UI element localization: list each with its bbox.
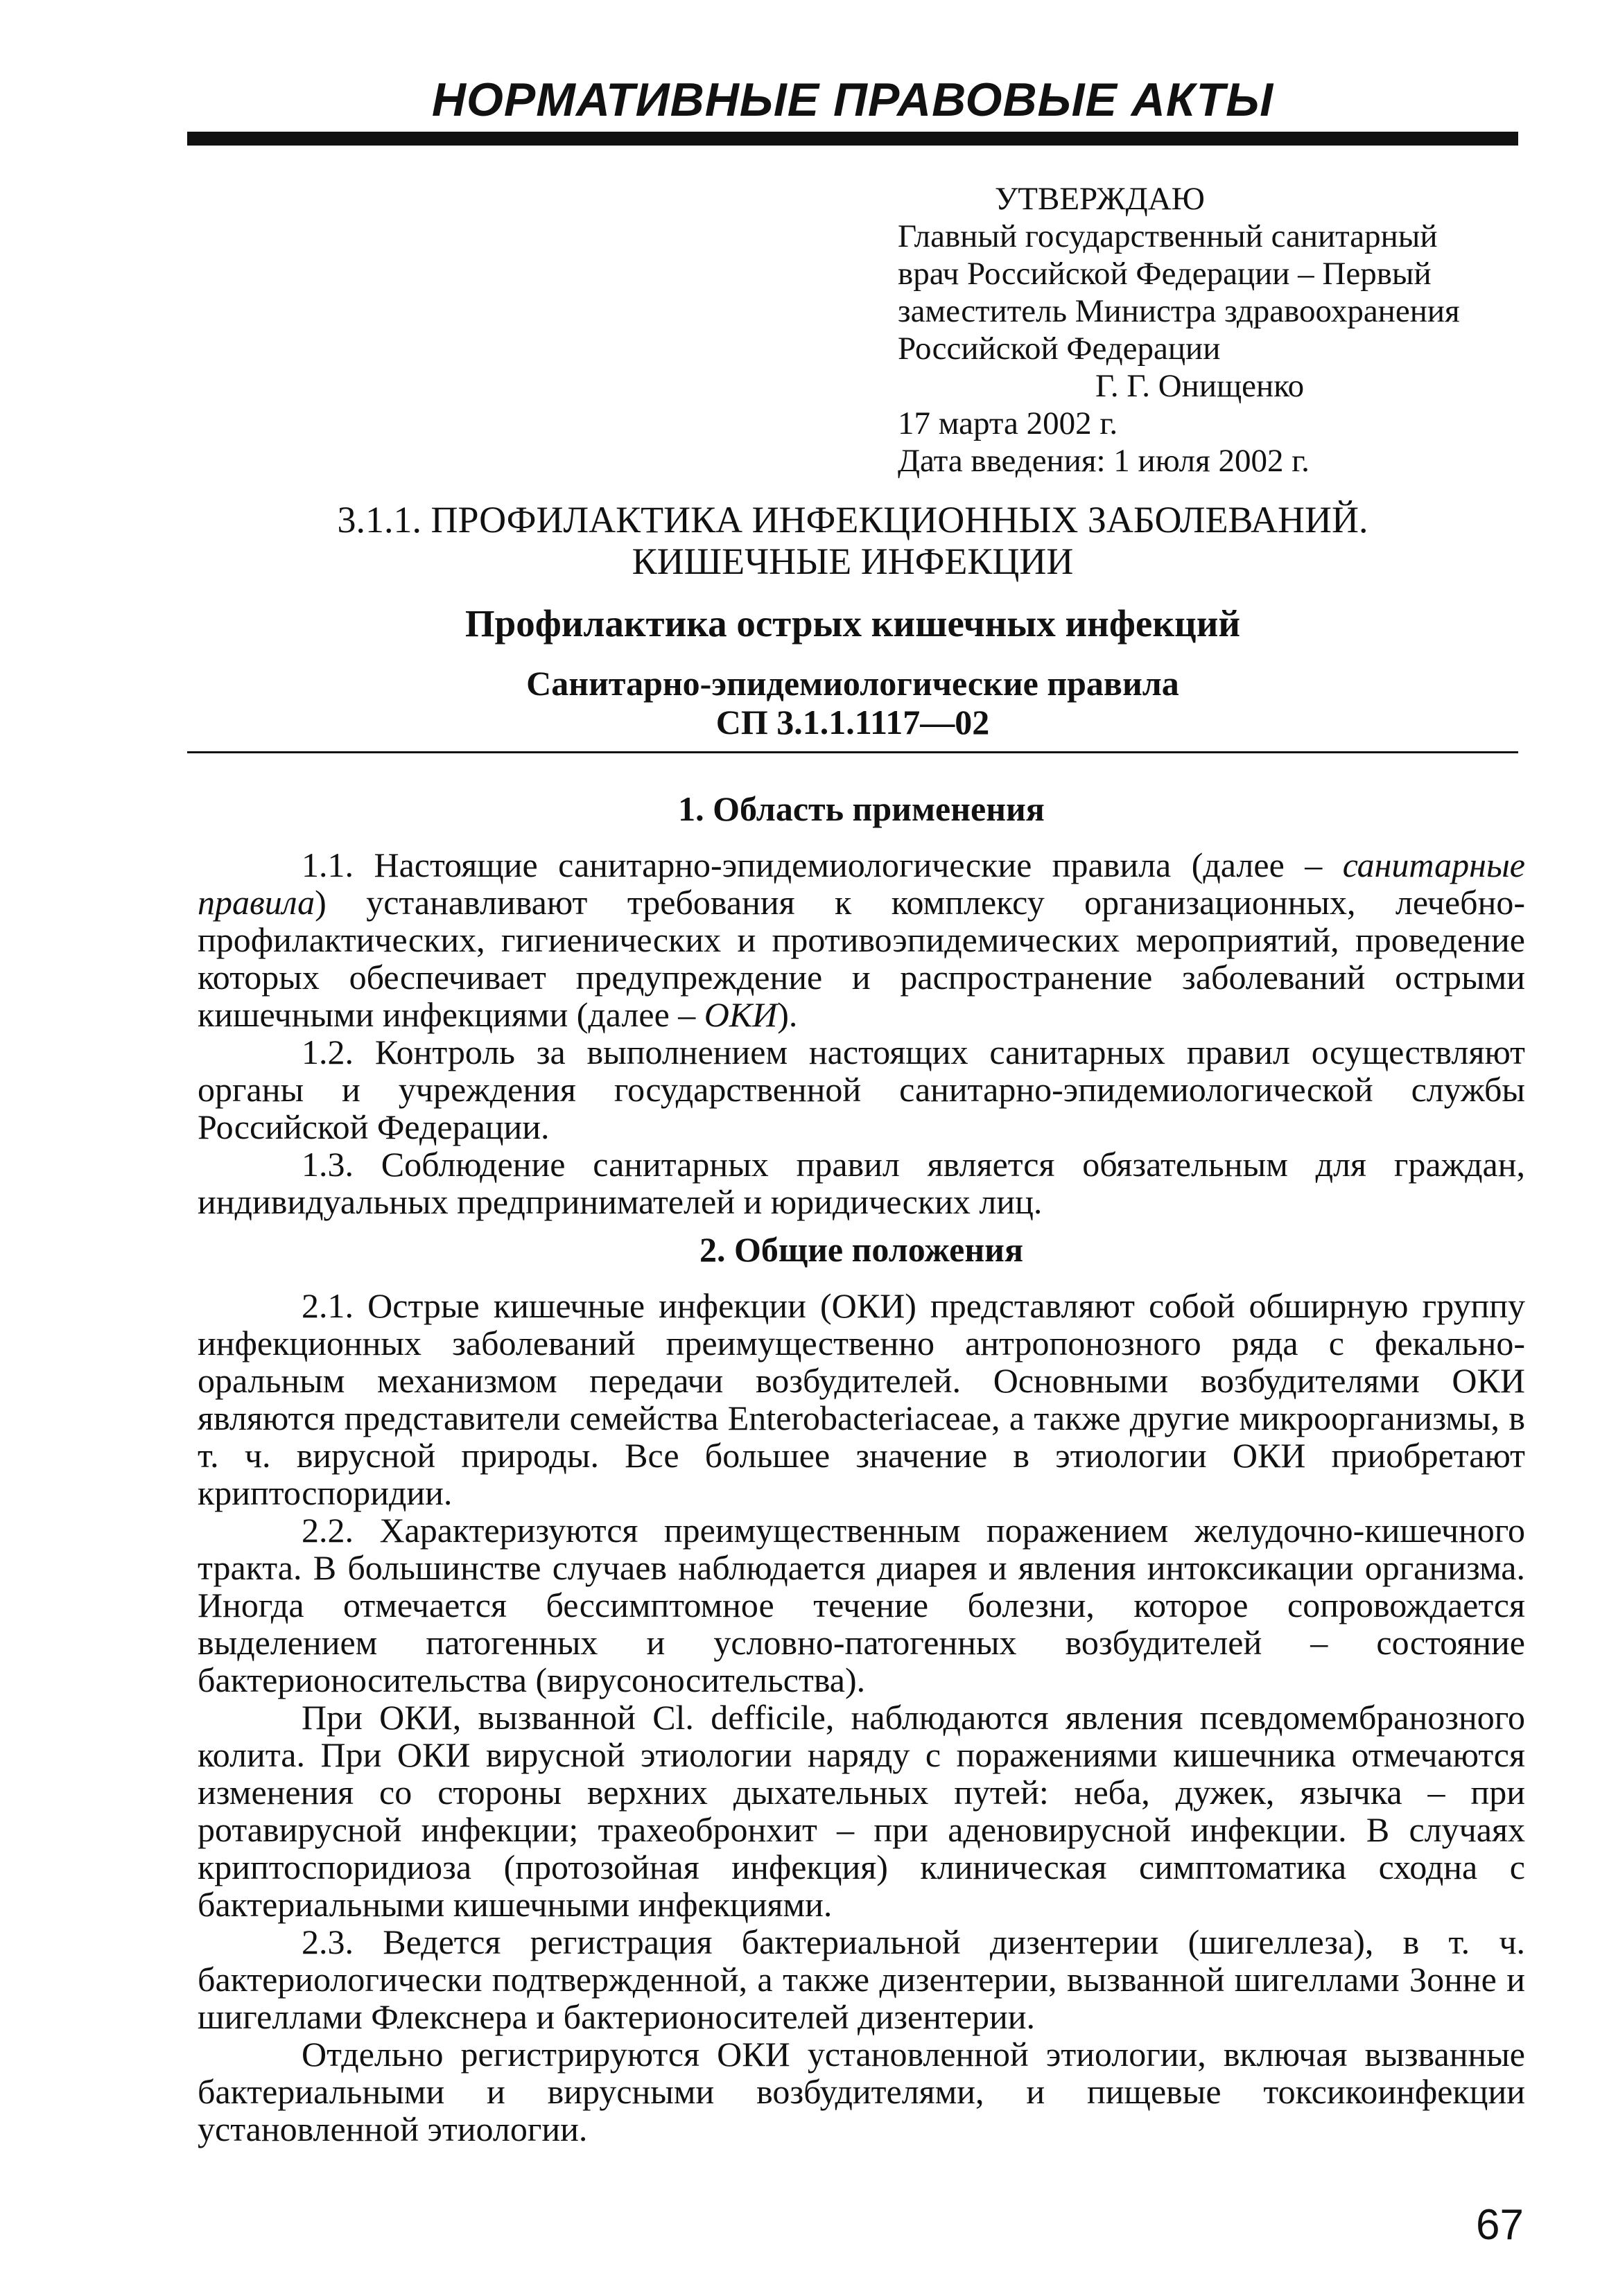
approval-line: Главный государственный санитарный [898,218,1438,254]
approval-line: Российской Федерации [898,331,1221,367]
paragraph: 1.2. Контроль за выполнением настоящих санитарных правил осуществляют органы и учреждения государственной санитарно-эпидемиологической службы Российской Федерации. [198,1033,1525,1146]
title-rule [187,751,1518,753]
approval-title: УТВЕРЖДАЮ [995,181,1205,217]
paragraph: 1.1. Настоящие санитарно-эпидемиологические правила (далее – санитарные правила) устанавливают требования к комплексу организационных, лечебно-профилактических, гигиенических и противоэпидемических мероприятий, проведение которых обеспечивает предупреждение и распространение заболеваний острыми кишечными инфекциями (далее – ОКИ). [198,845,1525,1034]
paragraph: 2.2. Характеризуются преимущественным поражением желудочно-кишечного тракта. В большинстве случаев наблюдается диарея и явления интоксикации организма. Иногда отмечается бессимптомное течение болезни, которое сопровождается выделением патогенных и условно-патогенных возбудителей – состояние бактерионосительства (вирусоносительства). [198,1511,1525,1699]
paragraph: Отдельно регистрируются ОКИ установленной этиологии, включая вызванные бактериальными и вирусными возбудителями, и пищевые токсикоинфекции установленной этиологии. [198,2035,1525,2148]
document-body [198,780,1525,2148]
rules-code: СП 3.1.1.1117—02 [715,703,990,742]
page-number: 67 [1476,2201,1524,2249]
approval-line: заместитель Министра здравоохранения [898,293,1460,329]
paragraph: 2.3. Ведется регистрация бактериальной дизентерии (шигеллеза), в т. ч. бактериологически подтвержденной, а также дизентерии, вызванной шигеллами Зонне и шигеллами Флекснера и бактерионосителей дизентерии. [198,1922,1525,2036]
section-heading: 1. Область применения [678,789,1045,828]
paragraph: 1.3. Соблюдение санитарных правил является обязательным для граждан, индивидуальных предпринимателей и юридических лиц. [198,1145,1525,1221]
document-title-line: 3.1.1. ПРОФИЛАКТИКА ИНФЕКЦИОННЫХ ЗАБОЛЕВАНИЙ. [337,499,1368,541]
approval-signer: Г. Г. Онищенко [1095,368,1305,404]
approval-block [898,180,1542,480]
emphasis: ОКИ [704,995,778,1034]
document-title [187,499,1518,582]
document-subtitle: Профилактика острых кишечных инфекций [464,602,1241,645]
emphasis: санитарные правила [198,845,1525,922]
paragraph: 2.1. Острые кишечные инфекции (ОКИ) представляют собой обширную группу инфекционных заболеваний преимущественно антропонозного ряда с фекально-оральным механизмом передачи возбудителей. Основными возбудителями ОКИ являются представители семейства Enterobacteriaceae, а также другие микроорганизмы, в т. ч. вирусной природы. Все большее значение в этиологии ОКИ приобретают криптоспоридии. [198,1286,1525,1512]
document-title-line: КИШЕЧНЫЕ ИНФЕКЦИИ [632,541,1074,582]
running-header: НОРМАТИВНЫЕ ПРАВОВЫЕ АКТЫ [431,73,1274,126]
paragraph: При ОКИ, вызванной Cl. defficile, наблюдаются явления псевдомембранозного колита. При ОКИ вирусной этиологии наряду с поражениями кишечника отмечаются изменения со стороны верхних дыхательных путей: неба, дужек, язычка – при ротавирусной инфекции; трахеобронхит – при аденовирусной инфекции. В случаях криптоспоридиоза (протозойная инфекция) клиническая симптоматика сходна с бактериальными кишечными инфекциями. [198,1698,1525,1924]
approval-line: врач Российской Федерации – Первый [898,256,1432,292]
header-rule [187,132,1518,146]
rules-designation [187,664,1518,742]
rules-name: Санитарно-эпидемиологические правила [526,664,1179,703]
approval-date: 17 марта 2002 г. [898,405,1118,441]
effective-date: Дата введения: 1 июля 2002 г. [898,443,1310,479]
section-heading: 2. Общие положения [699,1230,1024,1269]
